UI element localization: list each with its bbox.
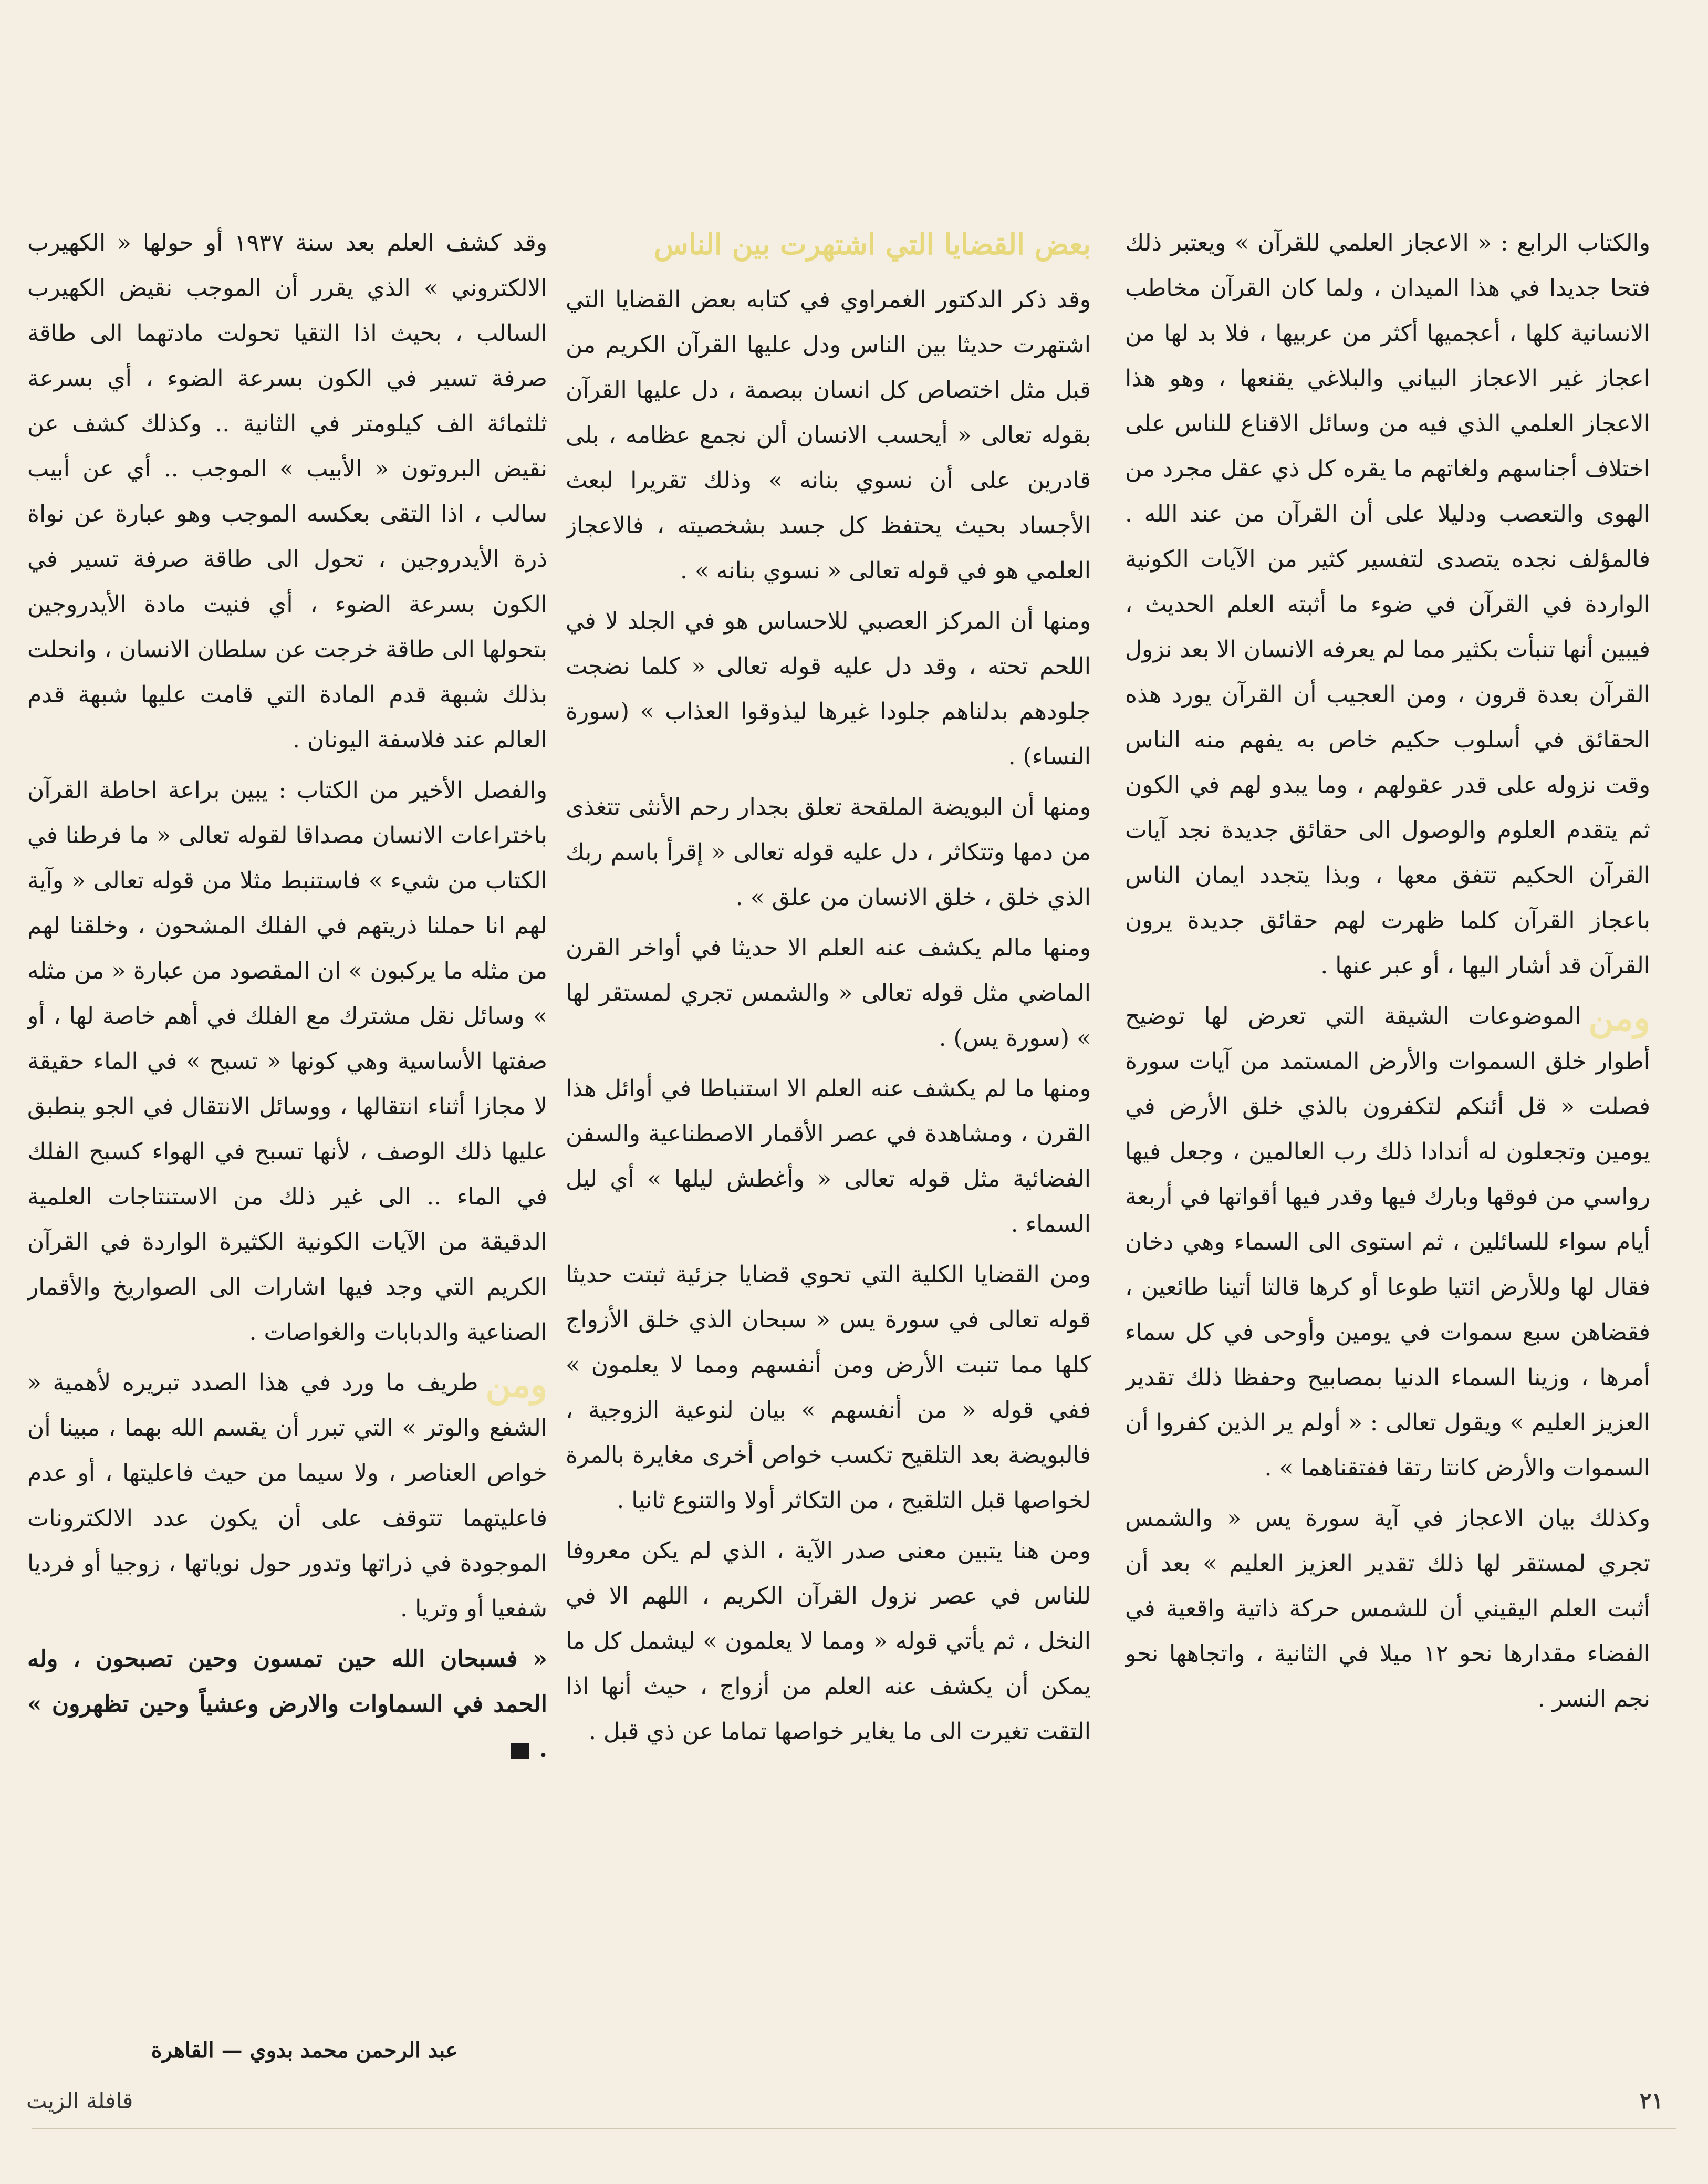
section-heading: بعض القضايا التي اشتهرت بين الناس	[653, 227, 1091, 261]
author-signature: عبد الرحمن محمد بدوي — القاهرة	[151, 2038, 458, 2063]
footer-divider	[32, 2128, 1676, 2129]
article-column-right	[1125, 221, 1650, 2091]
paragraph-dark-sky: ومنها ما لم يكشف عنه العلم الا استنباطا في أوائل هذا القرن ، ومشاهدة في عصر الأقمار الاصطناعية والسفن الفضائية مثل قوله تعالى « وأغطش ليلها » أي ليل السماء .	[566, 1075, 1091, 1237]
article-column-left	[27, 221, 547, 2091]
paragraph-pairs: ومن القضايا الكلية التي تحوي قضايا جزئية ثبتت حديثا قوله تعالى في سورة يس « سبحان الذي خلق الأزواج كلها مما تنبت الأرض ومن أنفسهم ومما لا يعلمون » ففي قوله « من أنفسهم » بيان لنوعية الزوجية ، فالبويضة بعد التلقيح تكسب خواص أخرى مغايرة بالمرة لخواصها قبل التلقيح ، من التكاثر أولا والتنوع ثانيا .	[566, 1261, 1091, 1514]
paragraph-creation-stages-text: الموضوعات الشيقة التي تعرض لها توضيح أطوار خلق السموات والأرض المستمد من آيات سورة فصلت « قل أئنكم لتكفرون بالذي خلق الأرض في يومين وتجعلون له أندادا ذلك رب العالمين ، وجعل فيها رواسي من فوقها وبارك فيها وقدر فيها أقواتها في أربعة أيام سواء للسائلين ، ثم استوى الى السماء وهي دخان فقال لها وللأرض ائتيا طوعا أو كرها قالتا أتينا طائعين ، فقضاهن سبع سموات في يومين وأوحى في كل سماء أمرها ، وزينا السماء الدنيا بمصابيح وحفظا ذلك تقدير العزيز العليم » ويقول تعالى : « أولم ير الذين كفروا أن السموات والأرض كانتا رتقا ففتقناهما » .	[1125, 1003, 1650, 1481]
publication-name: قافلة الزيت	[26, 2088, 133, 2114]
decorative-initial: ومن	[1588, 997, 1650, 1038]
article-column-middle	[566, 221, 1091, 2091]
paragraph-closing-verse	[27, 1637, 547, 1772]
paragraph-sun-orbit: ومنها مالم يكشف عنه العلم الا حديثا في أواخر القرن الماضي مثل قوله تعالى « والشمس تجري لمستقر لها » (سورة يس) .	[566, 934, 1091, 1052]
paragraph-even-odd-text: طريف ما ورد في هذا الصدد تبريره لأهمية « الشفع والوتر » التي تبرر أن يقسم الله بهما ، مبينا أن خواص العناصر ، ولا سيما من حيث فاعليتها ، أو عدم فاعليتهما تتوقف على أن يكون عدد الالكترونات الموجودة في ذراتها وتدور حول نوياتها ، زوجيا أو فرديا شفعيا أو وتريا .	[27, 1369, 547, 1622]
paragraph-fourth-book: والكتاب الرابع : « الاعجاز العلمي للقرآن » ويعتبر ذلك فتحا جديدا في هذا الميدان ، ولما كان القرآن مخاطب الانسانية كلها ، أعجميها أكثر من عربيها ، فلا بد لها من اعجاز غير الاعجاز البياني والبلاغي يقنعها ، وهو هذا الاعجاز العلمي الذي فيه من وسائل الاقناع للناس على اختلاف أجناسهم ولغاتهم ما يقره كل ذي عقل مجرد من الهوى والتعصب ودليلا على أن القرآن من عند الله . فالمؤلف نجده يتصدى لتفسير كثير من الآيات الكونية الواردة في القرآن في ضوء ما أثبته العلم الحديث ، فيبين أنها تنبأت بكثير مما لم يعرفه الانسان الا بعد نزول القرآن بعدة قرون ، ومن العجيب أن القرآن يورد هذه الحقائق في أسلوب حكيم خاص به يفهم منه الناس وقت نزوله على قدر عقولهم ، وما يبدو لهم في الكون ثم يتقدم العلوم والوصول الى حقائق جديدة نجد آيات القرآن الحكيم تتفق معها ، وبذا يتجدد ايمان الناس باعجاز القرآن كلما ظهرت لهم حقائق جديدة يرون القرآن قد أشار اليها ، أو عبر عنها .	[1125, 230, 1650, 979]
decorative-initial: ومن	[485, 1364, 547, 1405]
page-number: ٢١	[1639, 2088, 1663, 2114]
paragraph-verse-meaning: ومن هنا يتبين معنى صدر الآية ، الذي لم يكن معروفا للناس في عصر نزول القرآن الكريم ، اللهم الا في النخل ، ثم يأتي قوله « ومما لا يعلمون » ليشمل كل ما يمكن أن يكشف عنه العلم من أزواج ، حيث أنها اذا التقت تغيرت الى ما يغاير خواصها تماما عن ذي قبل .	[566, 1537, 1091, 1745]
paragraph-skin-nerves: ومنها أن المركز العصبي للاحساس هو في الجلد لا في اللحم تحته ، وقد دل عليه قوله تعالى « كلما نضجت جلودهم بدلناهم جلودا غيرها ليذوقوا العذاب » (سورة النساء) .	[566, 608, 1091, 770]
paragraph-antimatter: وقد كشف العلم بعد سنة ١٩٣٧ أو حولها « الكهيرب الالكتروني » الذي يقرر أن الموجب نقيض الكهيرب السالب ، بحيث اذا التقيا تحولت مادتهما الى طاقة صرفة تسير في الكون بسرعة الضوء ، أي بسرعة ثلثمائة الف كيلومتر في الثانية .. وكذلك كشف عن نقيض البروتون « الأبيب » الموجب .. أي عن أبيب سالب ، اذا التقى بعكسه الموجب وهو عبارة عن نواة ذرة الأيدروجين ، تحول الى طاقة صرفة تسير في الكون بسرعة الضوء ، أي فنيت مادة الأيدروجين بتحولها الى طاقة خرجت عن سلطان الانسان ، وانحلت بذلك شبهة قدم المادة التي قامت عليها شبهة قدم العالم عند فلاسفة اليونان .	[27, 230, 547, 753]
paragraph-creation-stages	[1125, 994, 1650, 1491]
paragraph-fingerprint: وقد ذكر الدكتور الغمراوي في كتابه بعض القضايا التي اشتهرت حديثا بين الناس ودل عليها القرآن الكريم من قبل مثل اختصاص كل انسان ببصمة ، دل عليها القرآن بقوله تعالى « أيحسب الانسان ألن نجمع عظامه ، بلى قادرين على أن نسوي بنانه » وذلك تقريرا لبعث الأجساد بحيث يحتفظ كل جسد بشخصيته ، فالاعجاز العلمي هو في قوله تعالى « نسوي بنانه » .	[566, 286, 1091, 584]
paragraph-last-chapter: والفصل الأخير من الكتاب : يبين براعة احاطة القرآن باختراعات الانسان مصداقا لقوله تعالى « ما فرطنا في الكتاب من شيء » فاستنبط مثلا من قوله تعالى « وآية لهم انا حملنا ذريتهم في الفلك المشحون ، وخلقنا لهم من مثله ما يركبون » ان المقصود من عبارة « من مثله » وسائل نقل مشترك مع الفلك في أهم خاصة لها ، أو صفتها الأساسية وهي كونها « تسبح » في الماء حقيقة لا مجازا أثناء انتقالها ، ووسائل الانتقال في الجو ينطبق عليها ذلك الوصف ، لأنها تسبح في الهواء كسبح الفلك في الماء .. الى غير ذلك من الاستنتاجات العلمية الدقيقة من الآيات الكونية الكثيرة الواردة في القرآن الكريم التي وجد فيها اشارات الى الصواريخ والأقمار الصناعية والدبابات والغواصات .	[27, 777, 547, 1346]
paragraph-sun-motion: وكذلك بيان الاعجاز في آية سورة يس « والشمس تجري لمستقر لها ذلك تقدير العزيز العليم » بعد أن أثبت العلم اليقيني أن للشمس حركة ذاتية واقعية في الفضاء مقدارها نحو ١٢ ميلا في الثانية ، واتجاهها نحو نجم النسر .	[1125, 1505, 1650, 1712]
paragraph-embryo: ومنها أن البويضة الملقحة تعلق بجدار رحم الأنثى تتغذى من دمها وتتكاثر ، دل عليه قوله تعالى « إقرأ باسم ربك الذي خلق ، خلق الانسان من علق » .	[566, 794, 1091, 911]
closing-verse-text: « فسبحان الله حين تمسون وحين تصبحون ، وله الحمد في السماوات والارض وعشياً وحين تظهرون » .	[27, 1646, 547, 1763]
end-mark-icon	[511, 1743, 529, 1759]
paragraph-even-odd	[27, 1360, 547, 1631]
